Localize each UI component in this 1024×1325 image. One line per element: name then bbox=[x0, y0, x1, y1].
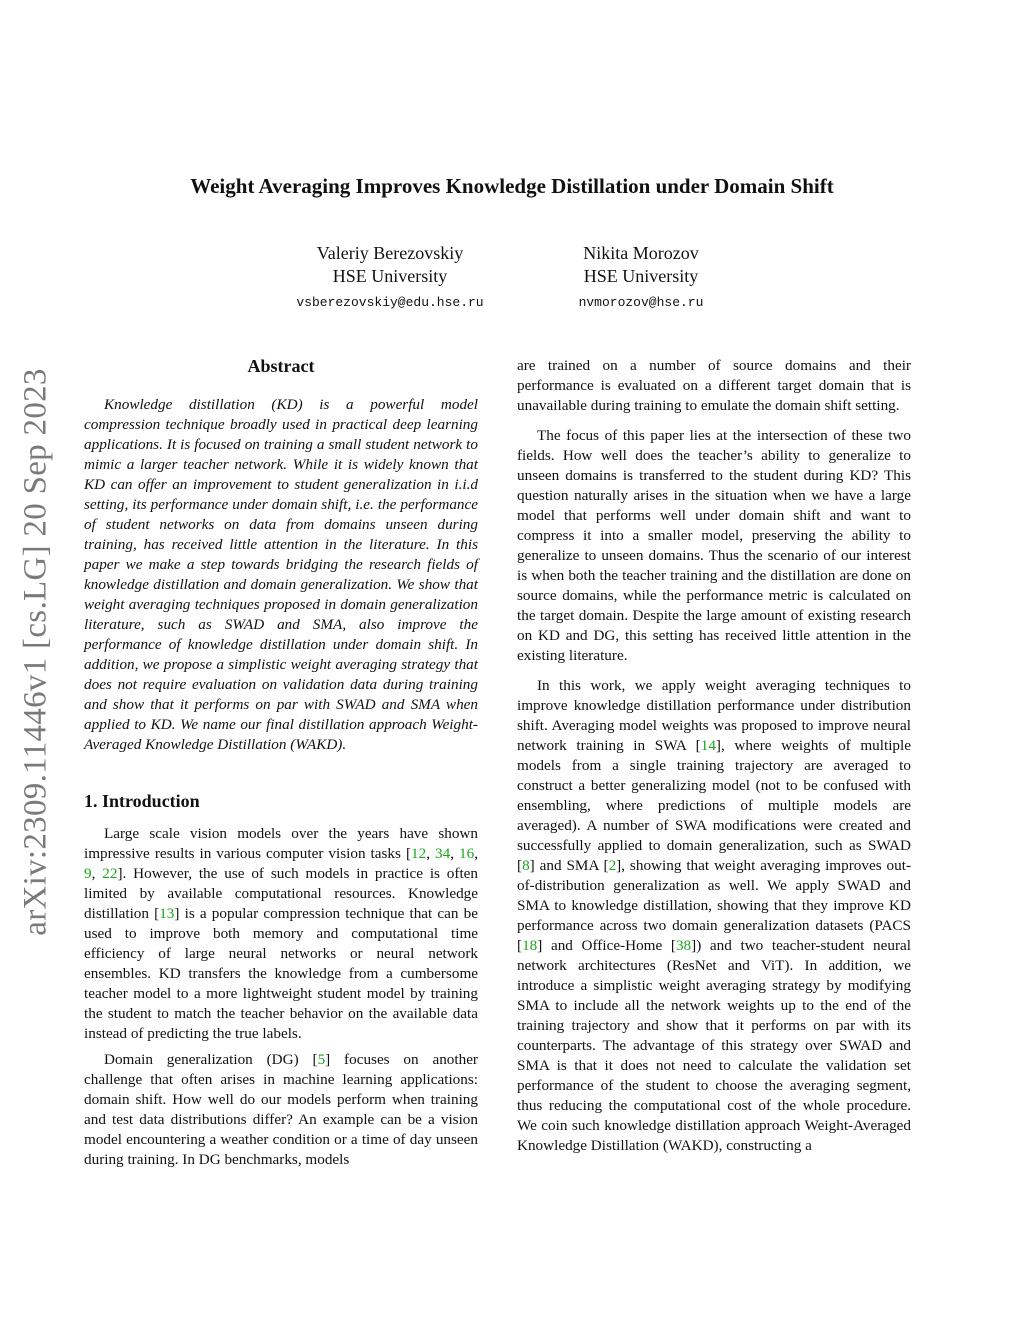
intro-paragraph-3: are trained on a number of source domains and their performance is evaluated on a different target domain that is unavailable during training to emulate the domain shift setting. bbox=[517, 357, 911, 414]
paper-title: Weight Averaging Improves Knowledge Distillation under Domain Shift bbox=[190, 174, 834, 198]
right-column bbox=[517, 356, 911, 1156]
abstract-text: Knowledge distillation (KD) is a powerful model compression technique broadly used in practical deep learning applications. It is focused on training a small student network to mimic a larger teacher network. While it is widely known that KD can offer an improvement to student generalization in i.i.d setting, its performance under domain shift, i.e. the performance of student networks on data from domains unseen during training, has received little attention in the literature. In this paper we make a step towards bridging the research fields of knowledge distillation and domain generalization. We show that weight averaging techniques proposed in domain generalization literature, such as SWAD and SMA, also improve the performance of knowledge distillation under domain shift. In addition, we propose a simplistic weight averaging strategy that does not require evaluation on validation data during training and show that it performs on par with SWAD and SMA when applied to KD. We name our final distillation approach Weight-Averaged Knowledge Distillation (WAKD). bbox=[84, 396, 478, 753]
citation-link[interactable]: 22 bbox=[102, 865, 118, 882]
citation-link[interactable]: 8 bbox=[522, 857, 530, 874]
author-affiliation: HSE University bbox=[583, 266, 699, 286]
intro-paragraph-1: Large scale vision models over the years have shown impressive results in various computer vision tasks [12, 34, 16, 9, 22]. However, the use of such models in practice is often limited by available computational resources. Knowledge distillation [13] is a popular compression technique that can be used to improve both memory and computational time efficiency of large neural networks or neural network ensembles. KD transfers the knowledge from a cumbersome teacher model to a more lightweight student model by training the student to match the teacher behavior on the available data instead of predicting the true labels. bbox=[84, 825, 479, 1042]
author-email: nvmorozov@hse.ru bbox=[578, 295, 704, 310]
left-column bbox=[84, 356, 478, 1170]
author-affiliation: HSE University bbox=[332, 266, 448, 286]
author-name: Nikita Morozov bbox=[583, 243, 699, 263]
citation-link[interactable]: 14 bbox=[700, 737, 716, 754]
author-email: vsberezovskiy@edu.hse.ru bbox=[296, 295, 484, 310]
intro-paragraph-5: In this work, we apply weight averaging techniques to improve knowledge distillation performance under distribution shift. Averaging model weights was proposed to improve neural network training in SWA [14], where weights of multiple models from a single training trajectory are averaged to construct a better generalizing model (not to be confused with ensembling, where predictions of multiple models are averaged). A number of SWA modifications were created and successfully applied to domain generalization, such as SWAD [8] and SMA [2], showing that weight averaging improves out-of-distribution generalization as well. We apply SWAD and SMA to knowledge distillation, showing that they improve KD performance across two domain generalization datasets (PACS [18] and Office-Home [38]) and two teacher-student neural network architectures (ResNet and ViT). In addition, we introduce a simplistic weight averaging strategy by modifying SMA to include all the network weights up to the end of the training trajectory and show that it performs on par with its counterparts. The advantage of this strategy over SWAD and SMA is that it does not need to calculate the validation set performance of the student to choose the averaging segment, thus reducing the computational cost of the whole procedure. We coin such knowledge distillation approach Weight-Averaged Knowledge Distillation (WAKD), constructing a bbox=[517, 677, 911, 1154]
citation-link[interactable]: 16 bbox=[459, 845, 475, 862]
citation-link[interactable]: 18 bbox=[522, 937, 538, 954]
abstract-heading: Abstract bbox=[247, 356, 315, 376]
intro-paragraph-4: The focus of this paper lies at the intersection of these two fields. How well does the teacher’s ability to generalize to unseen domains is transferred to the student during KD? This question naturally arises in the situation when we have a large model that performs well under domain shift and want to compress it into a smaller model, preserving the ability to generalize to unseen domains. Thus the scenario of our interest is when both the teacher training and the distillation are done on source domains, while the performance metric is calculated on the target domain. Despite the large amount of existing research on KD and DG, this setting has received little attention in the existing literature. bbox=[517, 427, 911, 664]
arxiv-identifier-stamp bbox=[10, 348, 62, 956]
citation-link[interactable]: 34 bbox=[435, 845, 451, 862]
author-name: Valeriy Berezovskiy bbox=[316, 243, 464, 263]
intro-paragraph-2: Domain generalization (DG) [5] focuses on another challenge that often arises in machine learning applications: domain shift. How well do our models perform when training and test data distributions differ? An example can be a vision model encountering a weather condition or a time of day unseen during training. In DG benchmarks, models bbox=[84, 1051, 478, 1168]
citation-link[interactable]: 12 bbox=[411, 845, 427, 862]
citation-link[interactable]: 13 bbox=[159, 905, 175, 922]
citation-link[interactable]: 38 bbox=[675, 937, 692, 954]
author-block-1 bbox=[260, 242, 520, 310]
section-heading-introduction: 1. Introduction bbox=[84, 791, 200, 811]
citation-link[interactable]: 9 bbox=[84, 865, 92, 882]
arxiv-id-text: arXiv:2309.11446v1 [cs.LG] 20 Sep 2023 bbox=[17, 368, 54, 936]
citation-link[interactable]: 2 bbox=[608, 857, 617, 874]
citation-link[interactable]: 5 bbox=[317, 1051, 326, 1068]
author-block-2 bbox=[511, 242, 771, 310]
